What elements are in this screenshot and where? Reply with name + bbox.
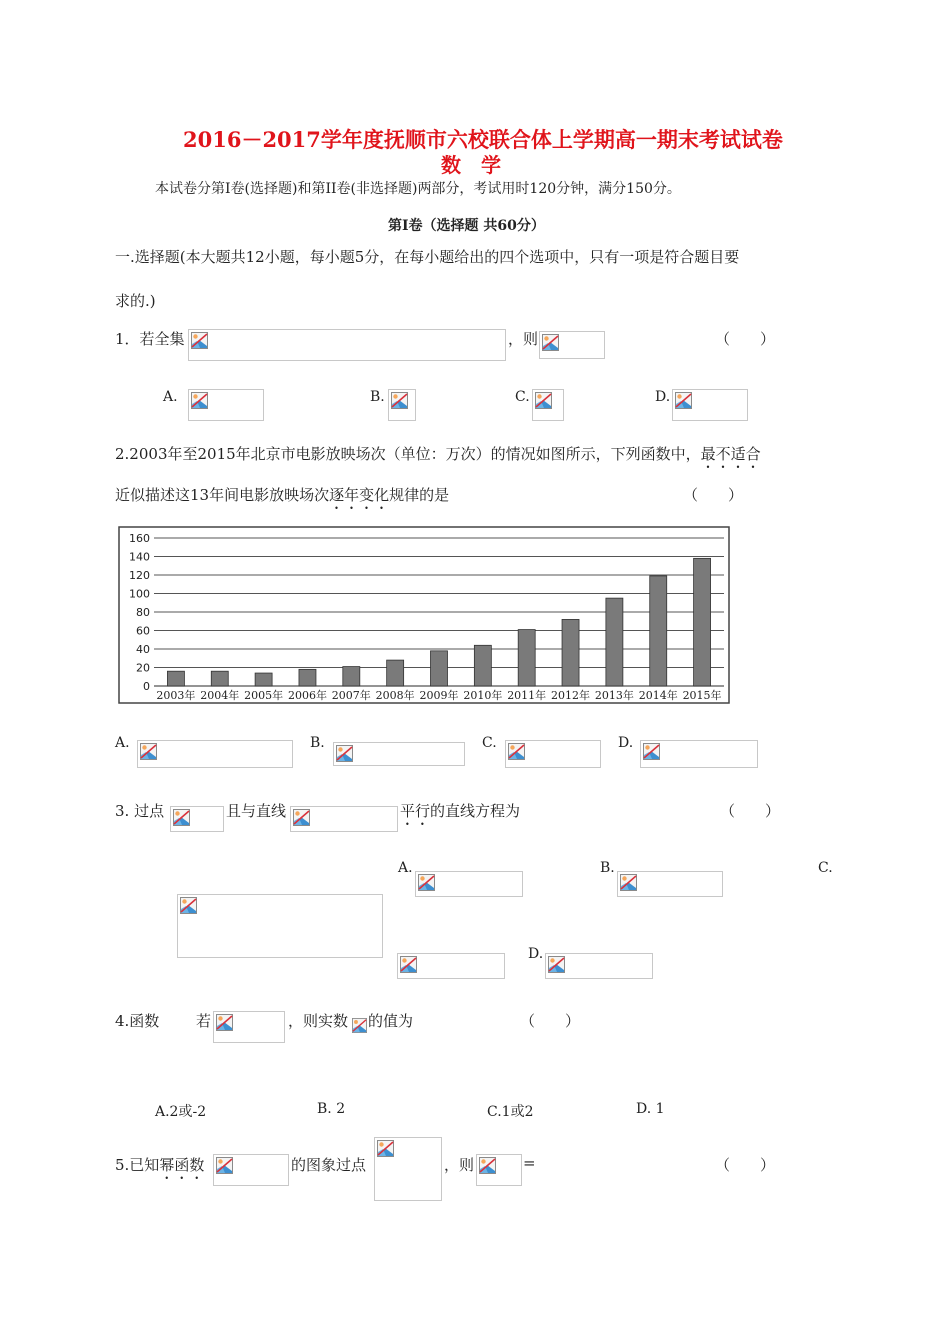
q1-expr-image	[539, 331, 605, 359]
broken-image-icon	[216, 1157, 233, 1174]
q4-option-c: C.1或2	[487, 1104, 534, 1120]
q1-mid: ，则	[508, 330, 539, 348]
chart-bar	[299, 669, 316, 686]
chart-bar	[694, 558, 711, 686]
q3-option-d-label: D.	[528, 946, 544, 962]
chart-y-tick-label: 80	[136, 606, 150, 619]
broken-image-icon	[216, 1014, 233, 1031]
broken-image-icon	[400, 956, 417, 973]
q1-bracket: （ ）	[715, 330, 776, 348]
chart-x-tick-label: 2007年	[331, 689, 371, 702]
chart-y-tick-label: 100	[129, 587, 150, 601]
chart-bar	[211, 671, 228, 686]
q1-option-a-image	[188, 389, 264, 421]
part1-heading: 第Ⅰ卷（选择题 共60分）	[388, 218, 545, 234]
q5-prefix	[115, 1154, 204, 1183]
q3-bracket: （ ）	[720, 802, 781, 820]
q1-option-a-label: A.	[163, 389, 178, 405]
q2-line2	[115, 484, 449, 513]
q3-tail-text: 的直线方程为	[430, 802, 521, 820]
chart-bar	[606, 598, 623, 686]
q2-option-c-label: C.	[482, 735, 497, 751]
broken-image-icon	[377, 1140, 394, 1157]
broken-image-icon	[675, 392, 692, 409]
q5-power-function-emphasis: 幂函数	[159, 1156, 205, 1174]
q2-option-c-image	[505, 740, 601, 768]
q2-line2-text: 近似描述这13年间电影放映场次	[115, 486, 330, 504]
chart-x-tick-label: 2014年	[638, 689, 678, 702]
chart-x-tick-label: 2011年	[507, 689, 547, 702]
q4-tail: 的值为	[368, 1012, 414, 1030]
q1-option-d-label: D.	[655, 389, 671, 405]
broken-image-icon	[418, 874, 435, 891]
q3-option-b-label: B.	[600, 860, 615, 876]
chart-x-tick-label: 2015年	[682, 689, 722, 702]
broken-image-icon	[535, 392, 552, 409]
q4-option-b: B. 2	[317, 1101, 346, 1117]
broken-image-icon	[180, 897, 197, 914]
q5-point-image	[374, 1137, 442, 1201]
chart-y-tick-label: 140	[129, 550, 150, 564]
broken-image-icon	[191, 332, 208, 349]
q3-point-image	[170, 806, 224, 832]
q1-option-c-image	[532, 389, 564, 421]
q5-prefix-text: 5.已知	[115, 1156, 160, 1174]
q3-prefix: 3. 过点	[115, 802, 165, 820]
chart-y-tick-label: 40	[136, 643, 150, 656]
q5-expr-image	[476, 1154, 522, 1186]
q2-option-a-label: A.	[115, 735, 130, 751]
q3-option-c-label: C.	[818, 860, 833, 876]
q2-option-b-image	[333, 742, 465, 766]
chart-bar	[431, 651, 448, 686]
broken-image-icon	[548, 956, 565, 973]
chart-y-tick-label: 20	[136, 661, 150, 675]
q2-bracket: （ ）	[683, 486, 744, 504]
q2-option-d-label: D.	[618, 735, 634, 751]
chart-y-tick-label: 60	[136, 624, 150, 638]
broken-image-icon	[173, 809, 190, 826]
broken-image-icon	[140, 743, 157, 760]
q4-condition-image	[213, 1011, 285, 1043]
q2-line2-emphasis: 逐年变化	[329, 486, 390, 504]
chart-x-tick-label: 2005年	[244, 689, 284, 702]
q3-option-d-image	[545, 953, 653, 979]
q5-function-image	[213, 1154, 289, 1186]
q5-equals: =	[523, 1154, 536, 1172]
q2-option-a-image	[137, 740, 293, 768]
broken-image-icon	[542, 334, 559, 351]
exam-intro: 本试卷分第Ⅰ卷(选择题)和第II卷(非选择题)两部分，考试用时120分钟，满分150分。	[155, 181, 681, 197]
q1-prefix: 1．若全集	[115, 330, 185, 348]
chart-x-tick-label: 2013年	[594, 689, 634, 702]
chart-x-tick-label: 2009年	[419, 689, 459, 702]
chart-frame	[119, 527, 729, 703]
exam-title: 2016－2017学年度抚顺市六校联合体上学期高一期末考试试卷	[183, 127, 783, 152]
chart-x-tick-label: 2006年	[287, 689, 327, 702]
section1-line2: 求的.)	[115, 292, 156, 310]
q4-then: ，则实数	[288, 1012, 349, 1030]
chart-x-tick-label: 2004年	[200, 689, 240, 702]
q2-option-d-image	[640, 740, 758, 768]
q1-option-b-label: B.	[370, 389, 385, 405]
exam-subject: 数 学	[441, 153, 501, 177]
q4-if: 若	[196, 1012, 212, 1030]
q2-line1-text: 2.2003年至2015年北京市电影放映场次（单位：万次）的情况如图所示，下列函数中，	[115, 445, 701, 463]
q2-option-b-label: B.	[310, 735, 325, 751]
chart-bar	[518, 630, 535, 686]
movie-screenings-bar-chart	[118, 526, 730, 704]
chart-x-tick-label: 2012年	[551, 689, 591, 702]
q3-option-b-image	[617, 871, 723, 897]
q5-graph-text: 的图象过点	[291, 1156, 367, 1174]
broken-image-icon	[479, 1157, 496, 1174]
q2-line1	[115, 443, 761, 472]
q5-then: ，则	[444, 1156, 475, 1174]
q5-bracket: （ ）	[715, 1156, 776, 1174]
chart-bar	[650, 576, 667, 686]
broken-image-icon	[620, 874, 637, 891]
chart-y-tick-label: 160	[129, 532, 150, 545]
q2-line1-emphasis: 最不适合	[700, 445, 761, 463]
chart-bar	[387, 660, 404, 686]
broken-image-icon	[293, 809, 310, 826]
q1-option-d-image	[672, 389, 748, 421]
q4-prefix: 4.函数	[115, 1012, 160, 1030]
q2-line2-tail: 规律的是	[389, 486, 450, 504]
chart-y-tick-label: 120	[129, 569, 150, 582]
q1-set-image	[188, 329, 506, 361]
chart-bar	[343, 667, 360, 686]
q3-option-extra-image	[397, 953, 505, 979]
broken-image-icon	[391, 392, 408, 409]
q1-option-c-label: C.	[515, 389, 530, 405]
q3-line-image	[290, 806, 398, 832]
q4-bracket: （ ）	[520, 1012, 581, 1030]
q4-option-a: A.2或-2	[155, 1104, 207, 1120]
q3-option-a-label: A.	[398, 860, 413, 876]
q4-option-d: D. 1	[636, 1101, 665, 1117]
chart-bar	[255, 673, 272, 686]
chart-x-tick-label: 2010年	[463, 689, 503, 702]
q3-option-c-image	[177, 894, 383, 958]
chart-bar	[167, 671, 184, 686]
q3-parallel-emphasis: 平行	[400, 802, 431, 820]
q3-tail	[400, 800, 520, 829]
q1-option-b-image	[388, 389, 416, 421]
chart-x-tick-label: 2003年	[156, 689, 196, 702]
chart-y-tick-label: 0	[143, 680, 150, 693]
q3-option-a-image	[415, 871, 523, 897]
chart-bar	[562, 619, 579, 686]
broken-image-icon	[336, 745, 353, 762]
chart-bar	[474, 645, 491, 686]
broken-image-icon	[643, 743, 660, 760]
section1-line1: 一.选择题(本大题共12小题，每小题5分，在每小题给出的四个选项中，只有一项是符合题目要	[115, 248, 740, 266]
q3-line-text: 且与直线	[226, 802, 287, 820]
broken-image-icon	[191, 392, 208, 409]
broken-image-icon	[508, 743, 525, 760]
broken-image-icon	[352, 1018, 367, 1033]
chart-x-tick-label: 2008年	[375, 689, 415, 702]
q4-var-image	[352, 1018, 368, 1036]
